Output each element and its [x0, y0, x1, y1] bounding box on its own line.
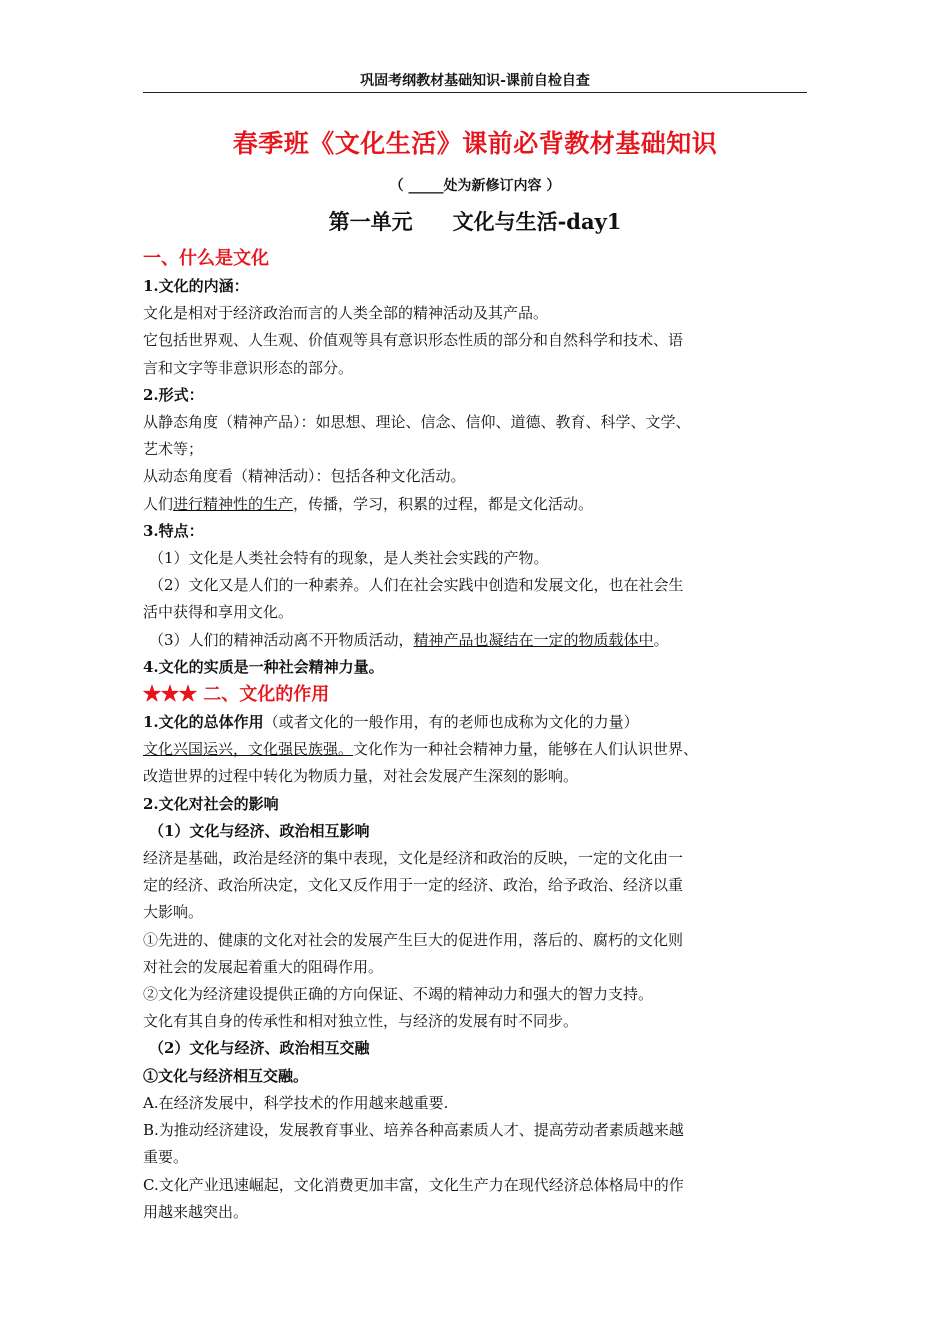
paragraph-line: 大影响。 — [143, 903, 204, 922]
paragraph-line — [143, 709, 807, 736]
paragraph-line: 改造世界的过程中转化为物质力量，对社会发展产生深刻的影响。 — [143, 767, 579, 786]
paragraph-line: （2）文化又是人们的一种素养。人们在社会实践中创造和发展文化，也在社会生 — [149, 576, 684, 595]
paragraph-line: 它包括世界观、人生观、价值观等具有意识形态性质的部分和自然科学和技术、语 — [143, 331, 684, 350]
underlined-revision: 精神产品也凝结在一定的物质载体中 — [413, 630, 654, 649]
paragraph-line: B.为推动经济建设，发展教育事业、培养各种高素质人才、提高劳动者素质越来越 — [143, 1121, 684, 1140]
paragraph-line: 文化是相对于经济政治而言的人类全部的精神活动及其产品。 — [143, 304, 549, 323]
paragraph-line: 用越来越突出。 — [143, 1202, 249, 1221]
paragraph-line: 定的经济、政治所决定，文化又反作用于一定的经济、政治，给予政治、经济以重 — [143, 876, 684, 895]
subheading-social-impact: 2.文化对社会的影响 — [143, 794, 279, 813]
unit-name: 文化与生活-day1 — [452, 209, 622, 234]
text-run: ，传播，学习，积累的过程，都是文化活动。 — [293, 494, 594, 513]
paragraph-line: A.在经济发展中，科学技术的作用越来越重要. — [143, 1093, 449, 1112]
unit-title — [143, 206, 807, 236]
subheading-connotation: 1.文化的内涵： — [143, 277, 249, 295]
paragraph-line: 文化有其自身的传承性和相对独立性，与经济的发展有时不同步。 — [143, 1012, 579, 1031]
paragraph-line — [143, 627, 807, 654]
paragraph-line: ②文化为经济建设提供正确的方向保证、不竭的精神动力和强大的智力支持。 — [143, 985, 654, 1004]
text-run: （或者文化的一般作用，有的老师也成称为文化的力量） — [263, 713, 639, 732]
subheading-culture-economy: ①文化与经济相互交融。 — [143, 1066, 309, 1085]
subheading-essence: 4.文化的实质是一种社会精神力量。 — [143, 657, 384, 676]
text-run: （3）人们的精神活动离不开物质活动， — [149, 630, 414, 649]
paragraph-line: 重要。 — [143, 1148, 189, 1167]
paragraph-line: 言和文字等非意识形态的部分。 — [143, 358, 354, 377]
paragraph-line — [143, 491, 807, 518]
paragraph-line: 从动态角度看（精神活动）：包括各种文化活动。 — [143, 467, 466, 486]
document-body — [143, 245, 807, 1226]
paragraph-line: 艺术等； — [143, 440, 204, 459]
revision-note: （ _____处为新修订内容 ） — [389, 178, 561, 194]
document-title: 春季班《文化生活》课前必背教材基础知识 — [232, 129, 718, 158]
paragraph-line: 对社会的发展起着重大的阻碍作用。 — [143, 957, 384, 976]
text-run: 人们 — [143, 494, 174, 513]
subheading-features: 3.特点： — [143, 521, 204, 540]
paragraph-line — [143, 736, 807, 763]
subheading-overall-role: 1.文化的总体作用 — [143, 713, 264, 732]
paragraph-line: 活中获得和享用文化。 — [143, 603, 294, 622]
subheading-forms: 2.形式： — [143, 385, 204, 404]
running-header: 巩固考纲教材基础知识-课前自检自查 — [143, 70, 807, 93]
section-heading-1: 一、什么是文化 — [143, 248, 269, 269]
subheading-mutual-integration: （2）文化与经济、政治相互交融 — [149, 1039, 370, 1058]
unit-number: 第一单元 — [328, 209, 413, 234]
text-run: 。 — [653, 630, 669, 649]
subheading-mutual-influence: （1）文化与经济、政治相互影响 — [149, 821, 370, 840]
section-heading-2: ★★★ 二、文化的作用 — [143, 684, 330, 706]
underlined-revision: 进行精神性的生产 — [173, 494, 294, 513]
paragraph-line: C.文化产业迅速崛起，文化消费更加丰富，文化生产力在现代经济总体格局中的作 — [143, 1175, 684, 1194]
underlined-revision: 文化兴国运兴，文化强民族强。 — [143, 740, 354, 759]
text-run: 文化作为一种社会精神力量，能够在人们认识世界、 — [353, 740, 699, 759]
paragraph-line: 经济是基础，政治是经济的集中表现，文化是经济和政治的反映，一定的文化由一 — [143, 849, 684, 868]
paragraph-line: ①先进的、健康的文化对社会的发展产生巨大的促进作用，落后的、腐朽的文化则 — [143, 930, 684, 949]
paragraph-line: 从静态角度（精神产品）：如思想、理论、信念、信仰、道德、教育、科学、文学、 — [143, 413, 691, 432]
paragraph-line: （1）文化是人类社会特有的现象，是人类社会实践的产物。 — [149, 549, 549, 568]
